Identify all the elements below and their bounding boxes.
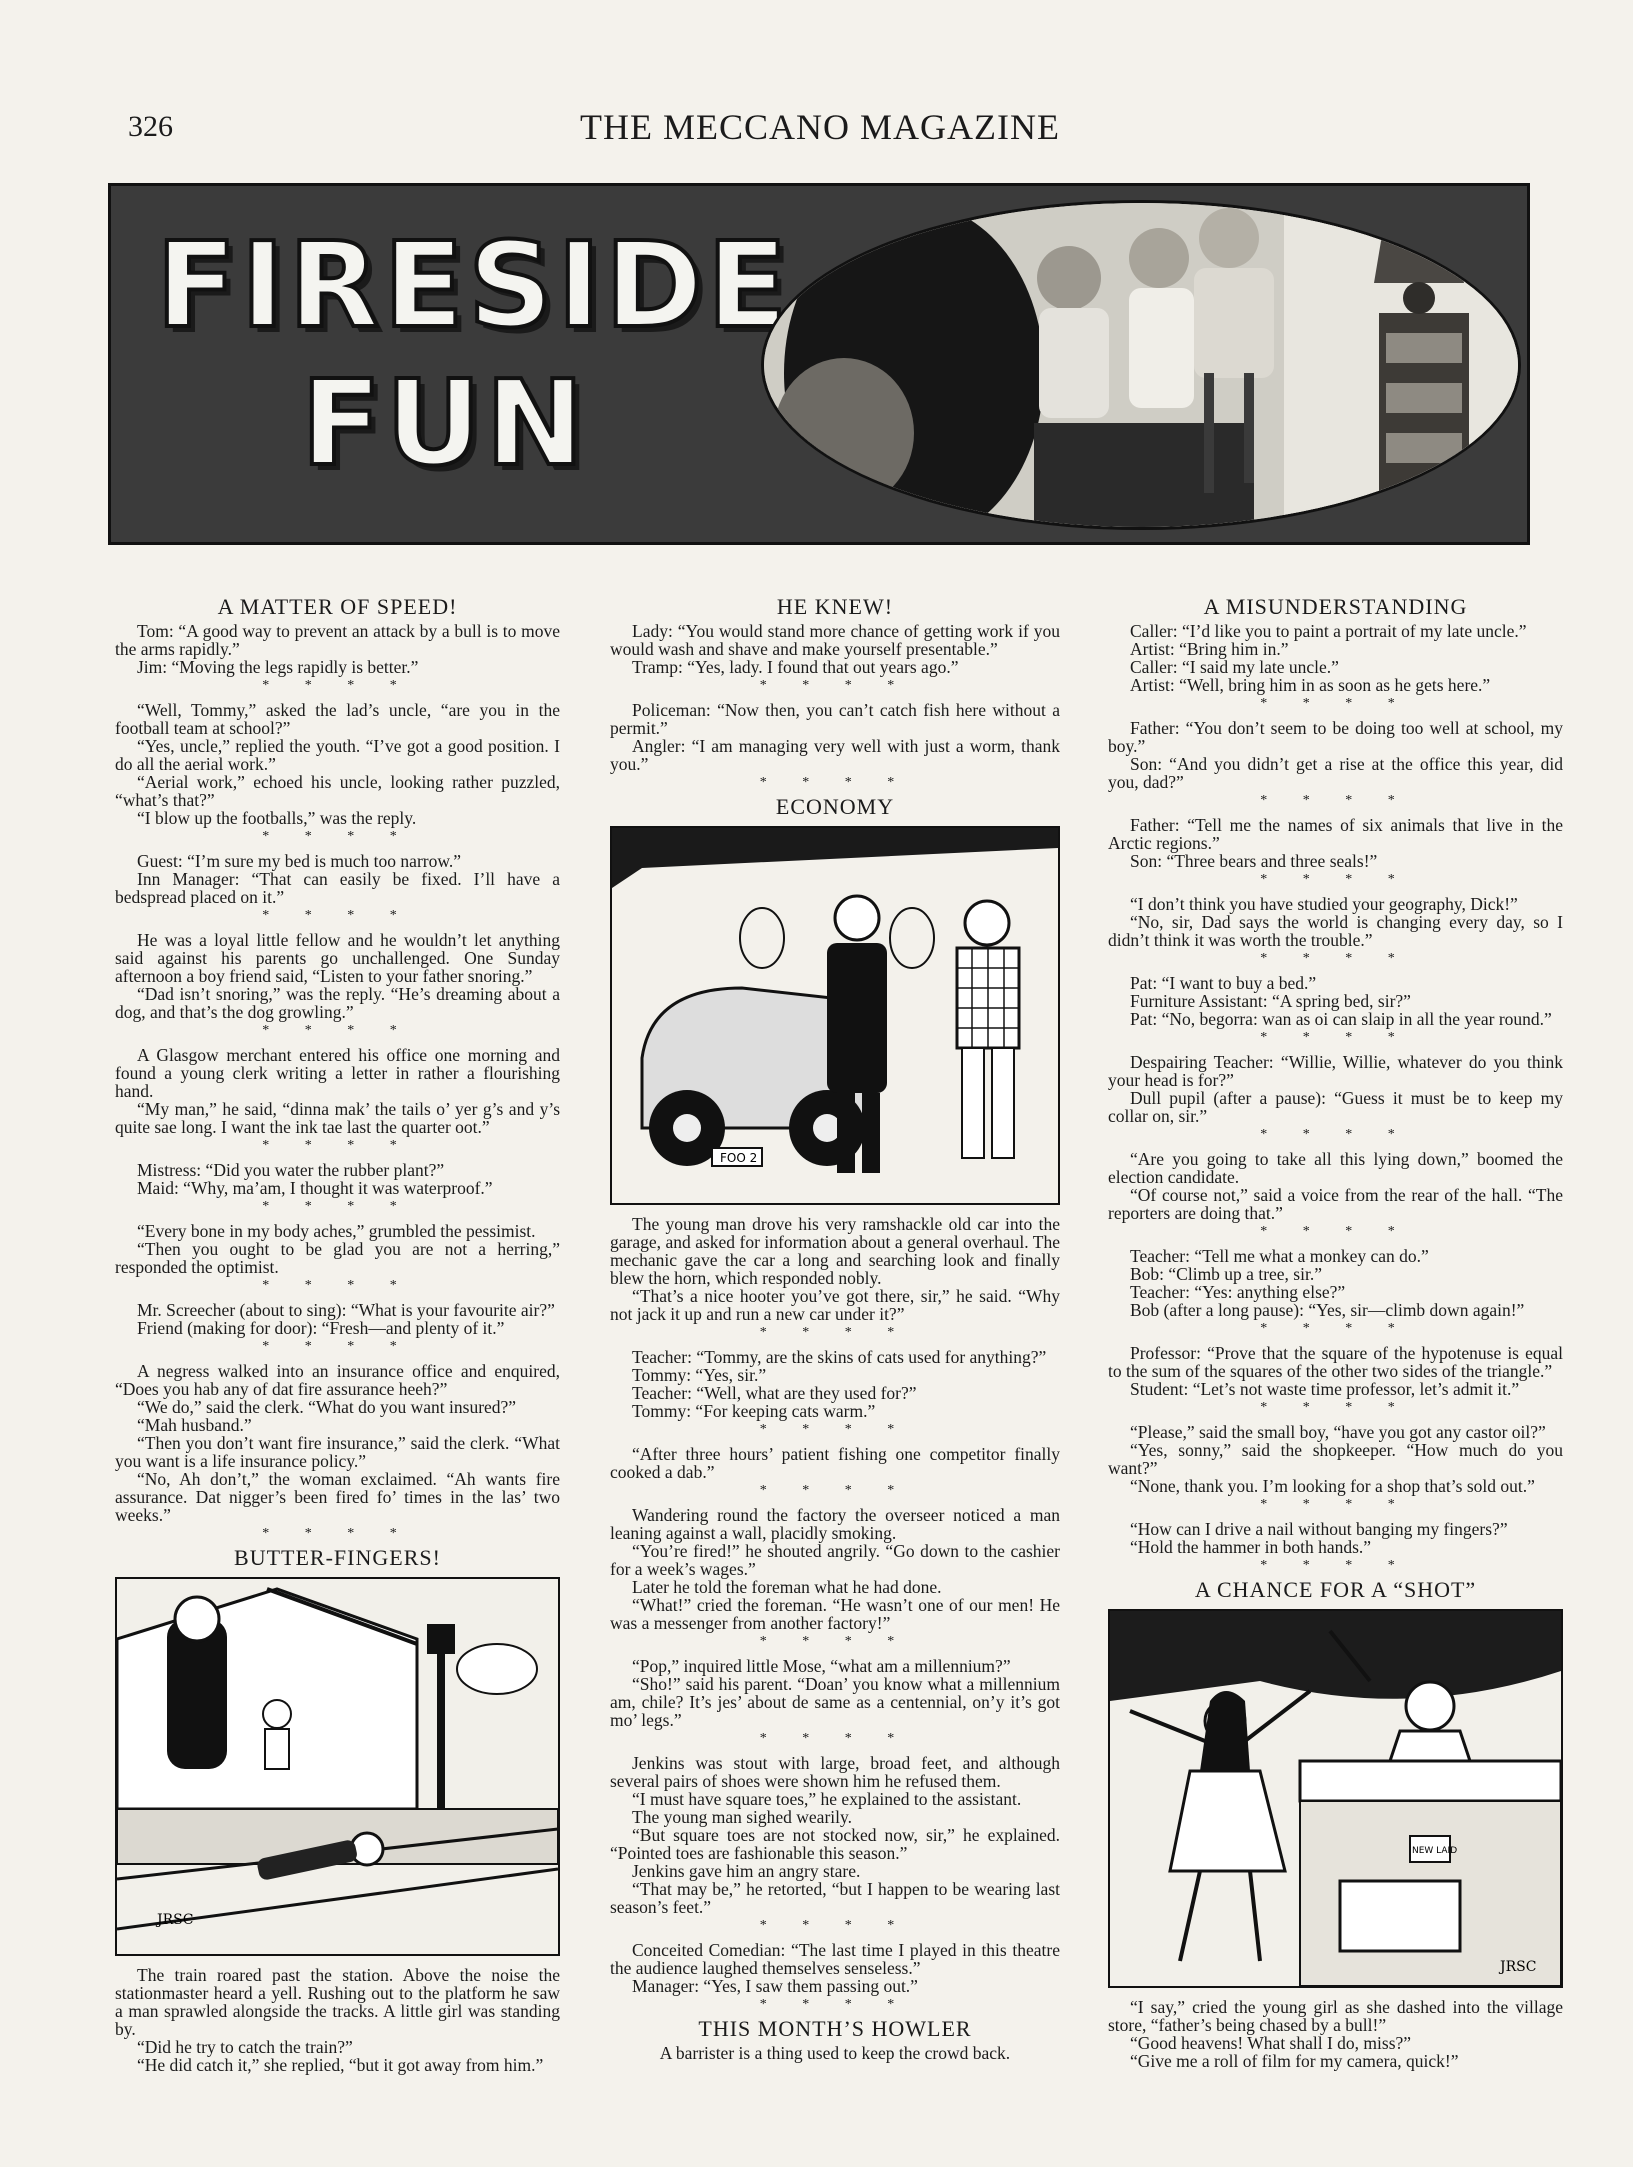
separator-stars: * * * * [1260,793,1411,808]
separator-stars: * * * * [1260,872,1411,887]
joke-line: The young man sighed wearily. [632,1807,852,1827]
separator-stars: * * * * [1260,951,1411,966]
column-left [115,592,560,2074]
joke-line: Father: “You don’t seem to be doing too well at school, my boy.” [1108,718,1563,756]
joke-line: Caller: “I said my late uncle.” [1130,657,1339,677]
separator-stars: * * * * [1260,1321,1411,1336]
joke-line: “Yes, uncle,” replied the youth. “I’ve got a good position. I do all the aerial work.” [115,736,560,774]
joke-line: Student: “Let’s not waste time professor, let’s admit it.” [1130,1379,1520,1399]
butter-fingers-cartoon [115,1577,560,1956]
joke-line: “How can I drive a nail without banging my fingers?” [1130,1519,1508,1539]
cartoon-caption: “Good heavens! What shall I do, miss?” [1130,2033,1412,2053]
joke-line: “That’s a nice hooter you’ve got there, sir,” he said. “Why not jack it up and run a new car under it?” [610,1286,1060,1324]
page-header [110,100,1530,160]
separator-stars: * * * * [759,1325,911,1340]
joke-line: He was a loyal little fellow and he wouldn’t let anything said against his parents go unchallenged. One Sunday afternoon a boy friend said, “Listen to your father snoring.” [115,930,560,986]
joke-line: “I must have square toes,” he explained to the assistant. [632,1789,1022,1809]
joke-line: Wandering round the factory the overseer noticed a man leaning against a wall, placidly smoking. [610,1505,1060,1543]
joke-line: “Are you going to take all this lying down,” boomed the election candidate. [1108,1149,1563,1187]
separator-stars: * * * * [759,1918,911,1933]
joke-line: Manager: “Yes, I saw them passing out.” [632,1976,918,1996]
joke-line: A negress walked into an insurance office and enquired, “Does you hab any of dat fire assurance heeh?” [115,1361,560,1399]
separator-stars: * * * * [262,1023,413,1038]
fireside-fun-banner [108,183,1530,545]
separator-stars: * * * * [759,678,911,693]
joke-line: “Then you ought to be glad you are not a herring,” responded the optimist. [115,1239,560,1277]
heading-butter-fingers: BUTTER-FINGERS! [234,1545,441,1570]
separator-stars: * * * * [759,1997,911,2012]
joke-line: “None, thank you. I’m looking for a shop that’s sold out.” [1130,1476,1535,1496]
joke-line: Bob (after a long pause): “Yes, sir—climb down again!” [1130,1300,1525,1320]
joke-line: Tommy: “For keeping cats warm.” [632,1401,876,1421]
separator-stars: * * * * [1260,1558,1411,1573]
heading-economy: ECONOMY [775,794,895,819]
joke-line: Inn Manager: “That can easily be fixed. I’ll have a bedspread placed on it.” [115,869,560,907]
separator-stars: * * * * [759,1483,911,1498]
separator-stars: * * * * [262,1278,413,1293]
joke-line: Son: “And you didn’t get a rise at the office this year, did you, dad?” [1108,754,1563,792]
joke-line: Father: “Tell me the names of six animals that live in the Arctic regions.” [1108,815,1563,853]
separator-stars: * * * * [759,1634,911,1649]
joke-line: Artist: “Well, bring him in as soon as he gets here.” [1130,675,1491,695]
separator-stars: * * * * [759,775,911,790]
joke-line: “Dad isn’t snoring,” was the reply. “He’s dreaming about a dog, and that’s the dog growling.” [115,984,560,1022]
cartoon-caption: “Did he try to catch the train?” [137,2037,353,2057]
separator-stars: * * * * [1260,1127,1411,1142]
joke-line: Dull pupil (after a pause): “Guess it must be to keep my collar on, sir.” [1108,1088,1563,1126]
joke-line: The young man drove his very ramshackle old car into the garage, and asked for information about a general overhaul. The mechanic gave the car a long and searching look and finally blew the horn, which responded nobly. [610,1214,1060,1288]
joke-line: Teacher: “Tommy, are the skins of cats used for anything?” [632,1347,1047,1367]
joke-line: Artist: “Bring him in.” [1130,639,1289,659]
joke-line: “But square toes are not stocked now, sir,” he explained. “Pointed toes are fashionable this season.” [610,1825,1060,1863]
heading-chance-for-a-shot: A CHANCE FOR A “SHOT” [1194,1577,1477,1602]
separator-stars: * * * * [262,1339,413,1354]
new-laid-label: NEW LAID [1412,1846,1458,1856]
joke-line: “No, Ah don’t,” the woman exclaimed. “Ah wants fire assurance. Dat nigger’s been fired fo’ times in the las’ two weeks.” [115,1469,560,1525]
joke-line: Tramp: “Yes, lady. I found that out years ago.” [632,657,959,677]
joke-line: “After three hours’ patient fishing one competitor finally cooked a dab.” [610,1444,1060,1482]
joke-line: “Sho!” said his parent. “Doan’ you know what a millennium am, chile? It’s jes’ about de same as a centennial, on’y it’s got mo’ legs.” [610,1674,1060,1730]
separator-stars: * * * * [262,908,413,923]
heading-matter-of-speed: A MATTER OF SPEED! [217,594,458,619]
economy-cartoon [610,826,1060,1205]
joke-line: Tommy: “Yes, sir.” [632,1365,767,1385]
column-right [1108,592,1563,2070]
joke-line: “Please,” said the small boy, “have you got any castor oil?” [1130,1422,1546,1442]
joke-line: “You’re fired!” he shouted angrily. “Go down to the cashier for a week’s wages.” [610,1541,1060,1579]
joke-line: “What!” cried the foreman. “He wasn’t one of our men! He was a messenger from another factory!” [610,1595,1060,1633]
joke-line: “Every bone in my body aches,” grumbled the pessimist. [137,1221,536,1241]
howler-text: A barrister is a thing used to keep the crowd back. [659,2043,1011,2063]
cartoon-caption: “I say,” cried the young girl as she dashed into the village store, “father’s being chased by a bull!” [1108,1997,1563,2035]
separator-stars: * * * * [1260,1400,1411,1415]
joke-line: “Hold the hammer in both hands.” [1130,1537,1372,1557]
joke-line: “Then you don’t want fire insurance,” said the clerk. “What you want is a life insurance policy.” [115,1433,560,1471]
joke-line: Teacher: “Yes: anything else?” [1130,1282,1346,1302]
joke-line: Despairing Teacher: “Willie, Willie, whatever do you think your head is for?” [1108,1052,1563,1090]
separator-stars: * * * * [759,1731,911,1746]
joke-line: Lady: “You would stand more chance of getting work if you would wash and shave and make yourself presentable.” [610,621,1060,659]
joke-line: Pat: “I want to buy a bed.” [1130,973,1317,993]
cartoon-caption: The train roared past the station. Above the noise the stationmaster heard a yell. Rushing out to the platform he saw a man sprawled alongside the tracks. A little girl was standing by. [115,1965,560,2039]
joke-line: “Of course not,” said a voice from the rear of the hall. “The reporters are doing that.” [1108,1185,1563,1223]
joke-line: Caller: “I’d like you to paint a portrait of my late uncle.” [1130,621,1527,641]
joke-line: Guest: “I’m sure my bed is much too narrow.” [137,851,461,871]
joke-line: A Glasgow merchant entered his office one morning and found a young clerk writing a letter in rather a flourishing hand. [115,1045,560,1101]
joke-line: “Aerial work,” echoed his uncle, looking rather puzzled, “what’s that?” [115,772,560,810]
joke-line: Friend (making for door): “Fresh—and plenty of it.” [137,1318,505,1338]
joke-line: “Mah husband.” [137,1415,252,1435]
heading-howler: THIS MONTH’S HOWLER [698,2016,972,2041]
joke-line: Son: “Three bears and three seals!” [1130,851,1378,871]
heading-he-knew: HE KNEW! [776,594,894,619]
separator-stars: * * * * [262,829,413,844]
separator-stars: * * * * [262,1526,413,1541]
joke-line: Jenkins was stout with large, broad feet, and although several pairs of shoes were shown him he refused them. [610,1753,1060,1791]
separator-stars: * * * * [262,1138,413,1153]
joke-line: Pat: “No, begorra: wan as oi can slaip in all the year round.” [1130,1009,1552,1029]
column-middle [610,592,1060,2062]
page-number: 326 [128,110,173,143]
joke-line: Furniture Assistant: “A spring bed, sir?” [1130,991,1411,1011]
joke-line: Teacher: “Well, what are they used for?” [632,1383,917,1403]
joke-line: Mistress: “Did you water the rubber plant?” [137,1160,445,1180]
joke-line: Later he told the foreman what he had done. [632,1577,942,1597]
separator-stars: * * * * [1260,696,1411,711]
joke-line: Teacher: “Tell me what a monkey can do.” [1130,1246,1429,1266]
joke-line: “I don’t think you have studied your geography, Dick!” [1130,894,1518,914]
joke-line: Conceited Comedian: “The last time I played in this theatre the audience laughed themselves senseless.” [610,1940,1060,1978]
banner-title-line1: FIRESIDE [156,216,792,354]
separator-stars: * * * * [1260,1497,1411,1512]
joke-line: Bob: “Climb up a tree, sir.” [1130,1264,1322,1284]
magazine-title: THE MECCANO MAGAZINE [580,107,1060,147]
heading-misunderstanding: A MISUNDERSTANDING [1203,594,1468,619]
joke-line: Jim: “Moving the legs rapidly is better.” [137,657,419,677]
separator-stars: * * * * [759,1422,911,1437]
separator-stars: * * * * [1260,1224,1411,1239]
separator-stars: * * * * [262,1199,413,1214]
joke-line: “We do,” said the clerk. “What do you want insured?” [137,1397,517,1417]
joke-line: “Pop,” inquired little Mose, “what am a millennium?” [632,1656,1011,1676]
cartoon-caption: “Give me a roll of film for my camera, quick!” [1130,2051,1459,2071]
cartoon-caption: “He did catch it,” she replied, “but it got away from him.” [137,2055,544,2075]
chance-for-a-shot-cartoon [1108,1609,1563,1988]
banner-title-line2: FUN [301,354,589,492]
joke-line: “I blow up the footballs,” was the reply. [137,808,417,828]
joke-line: “Well, Tommy,” asked the lad’s uncle, “are you in the football team at school?” [115,700,560,738]
cartoon-signature: JRSC [157,1912,194,1928]
joke-line: Mr. Screecher (about to sing): “What is your favourite air?” [137,1300,555,1320]
separator-stars: * * * * [262,678,413,693]
cartoon-signature: JRSC [1500,1959,1537,1975]
joke-line: “That may be,” he retorted, “but I happen to be wearing last season’s feet.” [610,1879,1060,1917]
joke-line: “Yes, sonny,” said the shopkeeper. “How much do you want?” [1108,1440,1563,1478]
joke-line: Tom: “A good way to prevent an attack by a bull is to move the arms rapidly.” [115,621,560,659]
joke-line: “My man,” he said, “dinna mak’ the tails o’ yer g’s and y’s quite sae long. I want the ink tae last the quarter oot.” [115,1099,560,1137]
joke-line: “No, sir, Dad says the world is changing every day, so I didn’t think it was worth the trouble.” [1108,912,1563,950]
joke-line: Maid: “Why, ma’am, I thought it was waterproof.” [137,1178,493,1198]
car-number-plate: FOO 2 [720,1151,758,1165]
joke-line: Angler: “I am managing very well with just a worm, thank you.” [610,736,1060,774]
fireside-family-illustration [761,200,1521,530]
joke-line: Professor: “Prove that the square of the hypotenuse is equal to the sum of the squares of the other two sides of the triangle.” [1108,1343,1563,1381]
separator-stars: * * * * [1260,1030,1411,1045]
joke-line: Policeman: “Now then, you can’t catch fish here without a permit.” [610,700,1060,738]
joke-line: Jenkins gave him an angry stare. [632,1861,861,1881]
